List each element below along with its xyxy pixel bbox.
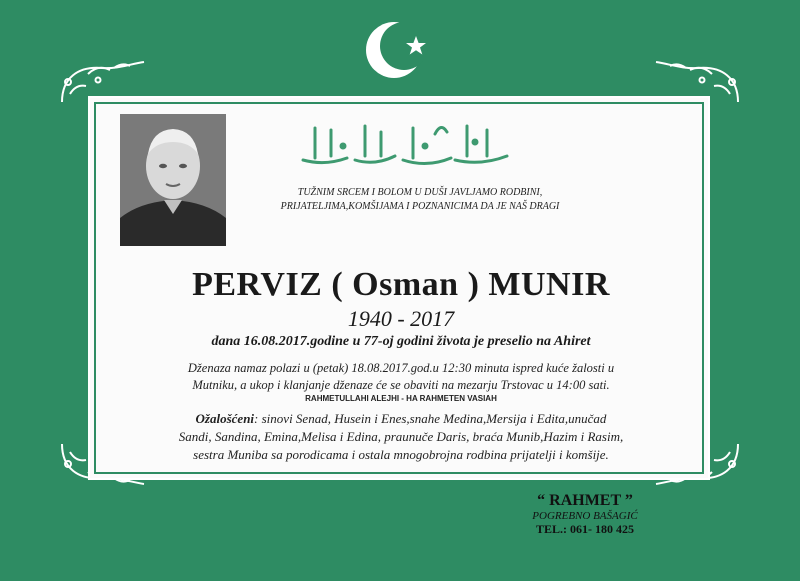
mourners-list <box>100 410 702 464</box>
mourners-line: : sinovi Senad, Husein i Enes,snahe Medina,Mersija i Edita,unučad <box>254 411 607 426</box>
mourners-line: Sandi, Sandina, Emina,Melisa i Edina, praunuče Daris, braća Munib,Hazim i Rasim, <box>178 429 624 444</box>
mourners-line: sestra Muniba sa porodicama i ostala mnogobrojna rodbina prijatelji i komšije. <box>193 447 609 462</box>
arabic-calligraphy <box>295 116 515 174</box>
deceased-name: PERVIZ ( Osman ) MUNIR <box>192 266 610 303</box>
death-date-line: dana 16.08.2017.godine u 77-oj godini života je preselio na Ahiret <box>211 334 591 349</box>
portrait-photo <box>120 114 226 246</box>
life-years: 1940 - 2017 <box>347 306 455 331</box>
intro-line: TUŽNIM SRCEM I BOLOM U DUŠI JAVLJAMO RODBINI, <box>297 187 543 198</box>
funeral-line: Mutniku, a ukop i klanjanje dženaze će se obaviti na mezarju Trstovac u 14:00 sati. <box>192 378 610 392</box>
mourners-label: Ožalošćeni <box>195 411 255 426</box>
crescent-star-icon <box>364 14 436 86</box>
intro-line: PRIJATELJIMA,KOMŠIJAMA I POZNANICIMA DA JE NAŠ DRAGI <box>280 201 560 212</box>
agency-subtitle: POGREBNO BAŠAGIĆ <box>532 510 638 522</box>
funeral-agency <box>510 492 660 537</box>
obituary-card <box>88 96 710 480</box>
agency-phone: TEL.: 061- 180 425 <box>535 522 634 536</box>
agency-name: “ RAHMET ” <box>537 492 633 509</box>
intro-text <box>230 186 610 214</box>
prayer-line: RAHMETULLAHI ALEJHI - HA RAHMETEN VASIAH <box>305 394 497 403</box>
funeral-info <box>110 360 692 394</box>
funeral-line: Dženaza namaz polazi u (petak) 18.08.2017.god.u 12:30 minuta ispred kuće žalosti u <box>187 361 615 375</box>
